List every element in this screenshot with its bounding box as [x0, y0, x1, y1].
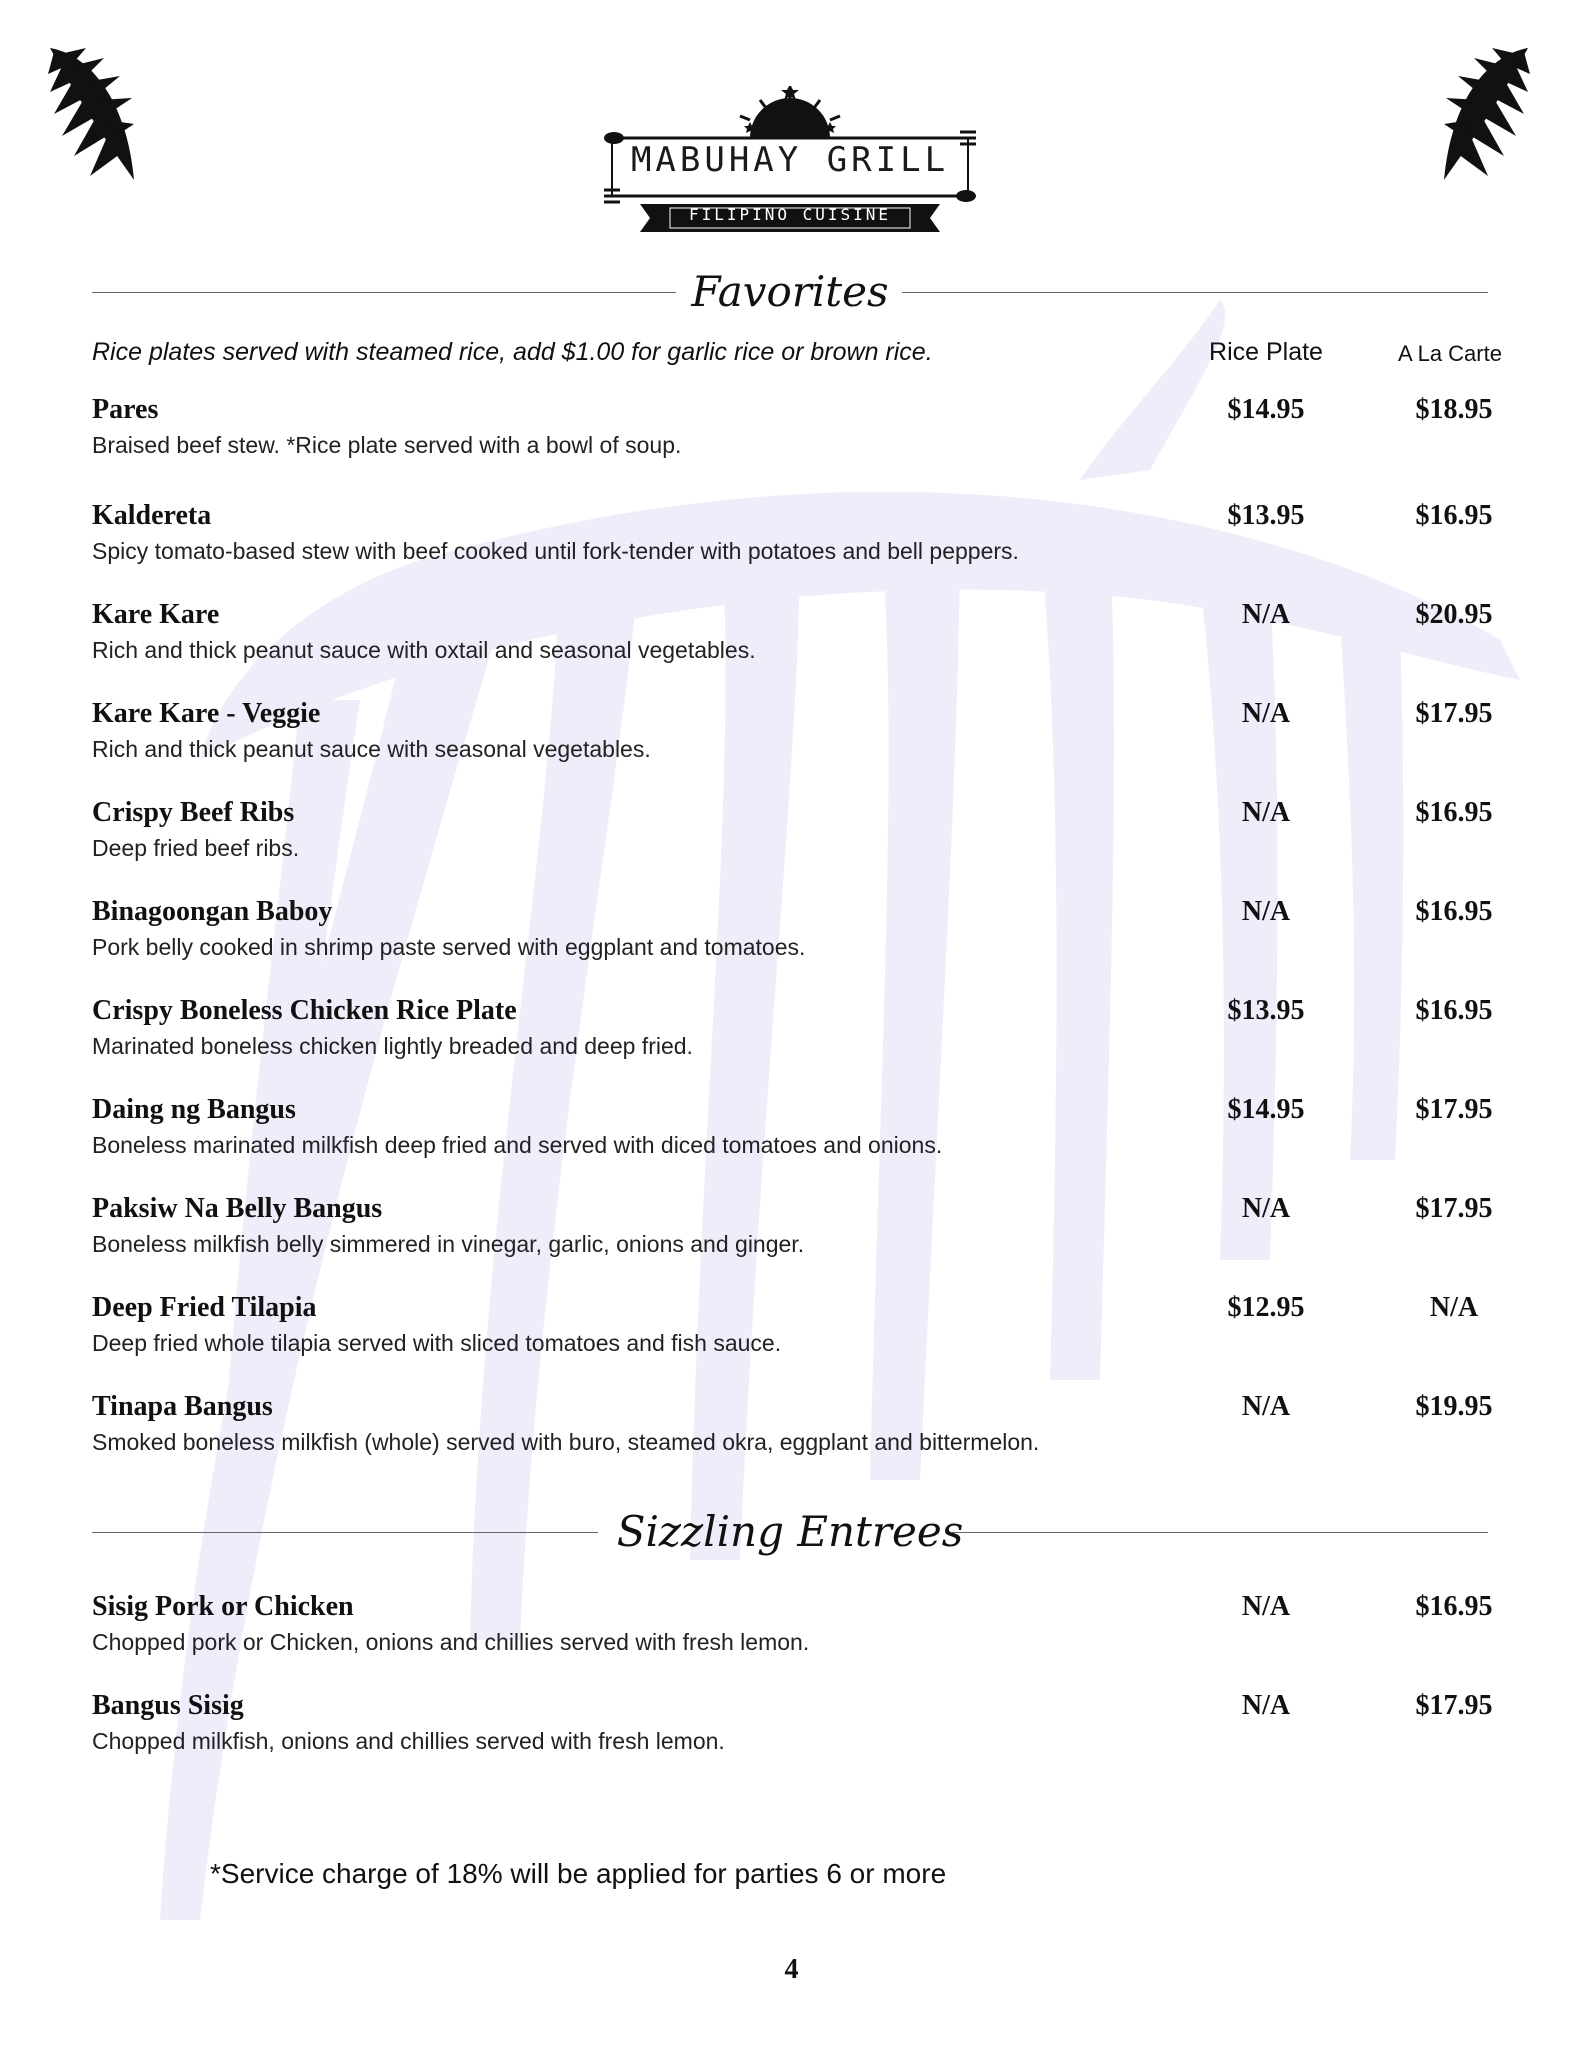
- menu-item: [92, 896, 1512, 976]
- menu-item: [92, 394, 1512, 474]
- item-name: Crispy Beef Ribs: [92, 797, 295, 828]
- menu-item: [92, 1391, 1512, 1471]
- item-name: Crispy Boneless Chicken Rice Plate: [92, 995, 517, 1026]
- price-rice-plate: $14.95: [1227, 1094, 1305, 1125]
- price-rice-plate: N/A: [1241, 896, 1291, 927]
- favorites-heading: [92, 262, 1488, 322]
- menu-item: [92, 1591, 1512, 1671]
- menu-item: [92, 797, 1512, 877]
- restaurant-logo: [600, 86, 980, 242]
- item-description: Pork belly cooked in shrimp paste served with eggplant and tomatoes.: [92, 934, 806, 960]
- menu-item: [92, 698, 1512, 778]
- column-header-rice-plate: Rice Plate: [1209, 338, 1323, 366]
- rice-plate-note: Rice plates served with steamed rice, add $1.00 for garlic rice or brown rice.: [92, 338, 933, 366]
- price-a-la-carte: $17.95: [1415, 1193, 1493, 1224]
- item-name: Daing ng Bangus: [92, 1094, 296, 1125]
- price-rice-plate: N/A: [1241, 599, 1291, 630]
- price-a-la-carte: $17.95: [1415, 1690, 1493, 1721]
- price-rice-plate: $14.95: [1227, 394, 1305, 425]
- price-a-la-carte: $16.95: [1415, 896, 1493, 927]
- item-name: Kare Kare: [92, 599, 220, 630]
- item-description: Rich and thick peanut sauce with seasonal vegetables.: [92, 736, 651, 762]
- section-title: Sizzling Entrees: [616, 1507, 964, 1556]
- item-name: Kare Kare - Veggie: [92, 698, 321, 729]
- price-a-la-carte: $20.95: [1415, 599, 1493, 630]
- price-a-la-carte: $19.95: [1415, 1391, 1493, 1422]
- palm-leaf-icon: [46, 44, 136, 184]
- menu-item: [92, 1193, 1512, 1273]
- price-rice-plate: N/A: [1241, 1591, 1291, 1622]
- sizzling-entrees-heading: [92, 1502, 1488, 1562]
- price-a-la-carte: $16.95: [1415, 500, 1493, 531]
- palm-leaf-icon: [1442, 44, 1532, 184]
- item-description: Boneless marinated milkfish deep fried and served with diced tomatoes and onions.: [92, 1132, 943, 1158]
- page-number: 4: [784, 1954, 799, 1985]
- price-rice-plate: N/A: [1241, 1193, 1291, 1224]
- price-rice-plate: $13.95: [1227, 995, 1305, 1026]
- item-description: Chopped milkfish, onions and chillies served with fresh lemon.: [92, 1728, 725, 1754]
- menu-item: [92, 995, 1512, 1075]
- price-a-la-carte: $16.95: [1415, 797, 1493, 828]
- item-description: Braised beef stew. *Rice plate served with a bowl of soup.: [92, 432, 682, 458]
- item-name: Sisig Pork or Chicken: [92, 1591, 354, 1622]
- item-description: Deep fried whole tilapia served with sliced tomatoes and fish sauce.: [92, 1330, 782, 1356]
- item-name: Binagoongan Baboy: [92, 896, 333, 927]
- item-name: Deep Fried Tilapia: [92, 1292, 317, 1323]
- price-a-la-carte: $18.95: [1415, 394, 1493, 425]
- item-description: Boneless milkfish belly simmered in vinegar, garlic, onions and ginger.: [92, 1231, 805, 1257]
- item-name: Pares: [92, 394, 159, 425]
- menu-item: [92, 1094, 1512, 1174]
- menu-item: [92, 1690, 1512, 1770]
- menu-item: [92, 599, 1512, 679]
- item-description: Marinated boneless chicken lightly breaded and deep fried.: [92, 1033, 693, 1059]
- price-rice-plate: $13.95: [1227, 500, 1305, 531]
- price-a-la-carte: $17.95: [1415, 698, 1493, 729]
- item-description: Spicy tomato-based stew with beef cooked until fork-tender with potatoes and bell peppers.: [92, 538, 1019, 564]
- price-rice-plate: $12.95: [1227, 1292, 1305, 1323]
- price-rice-plate: N/A: [1241, 698, 1291, 729]
- column-header-a-la-carte: A La Carte: [1398, 341, 1502, 366]
- price-a-la-carte: $17.95: [1415, 1094, 1493, 1125]
- item-name: Kaldereta: [92, 500, 212, 531]
- price-rice-plate: N/A: [1241, 797, 1291, 828]
- item-description: Rich and thick peanut sauce with oxtail and seasonal vegetables.: [92, 637, 756, 663]
- item-description: Chopped pork or Chicken, onions and chillies served with fresh lemon.: [92, 1629, 810, 1655]
- price-a-la-carte: N/A: [1429, 1292, 1479, 1323]
- item-description: Smoked boneless milkfish (whole) served with buro, steamed okra, eggplant and bittermelon.: [92, 1429, 1040, 1455]
- service-charge-note: *Service charge of 18% will be applied for parties 6 or more: [210, 1858, 947, 1889]
- menu-item: [92, 500, 1512, 580]
- price-a-la-carte: $16.95: [1415, 1591, 1493, 1622]
- logo-subtitle: FILIPINO CUISINE: [688, 205, 892, 224]
- item-name: Tinapa Bangus: [92, 1391, 273, 1422]
- logo-title: MABUHAY GRILL: [630, 140, 950, 180]
- item-name: Paksiw Na Belly Bangus: [92, 1193, 383, 1224]
- price-rice-plate: N/A: [1241, 1391, 1291, 1422]
- item-description: Deep fried beef ribs.: [92, 835, 300, 861]
- section-title: Favorites: [691, 267, 889, 316]
- item-name: Bangus Sisig: [92, 1690, 244, 1721]
- price-rice-plate: N/A: [1241, 1690, 1291, 1721]
- price-a-la-carte: $16.95: [1415, 995, 1493, 1026]
- menu-item: [92, 1292, 1512, 1372]
